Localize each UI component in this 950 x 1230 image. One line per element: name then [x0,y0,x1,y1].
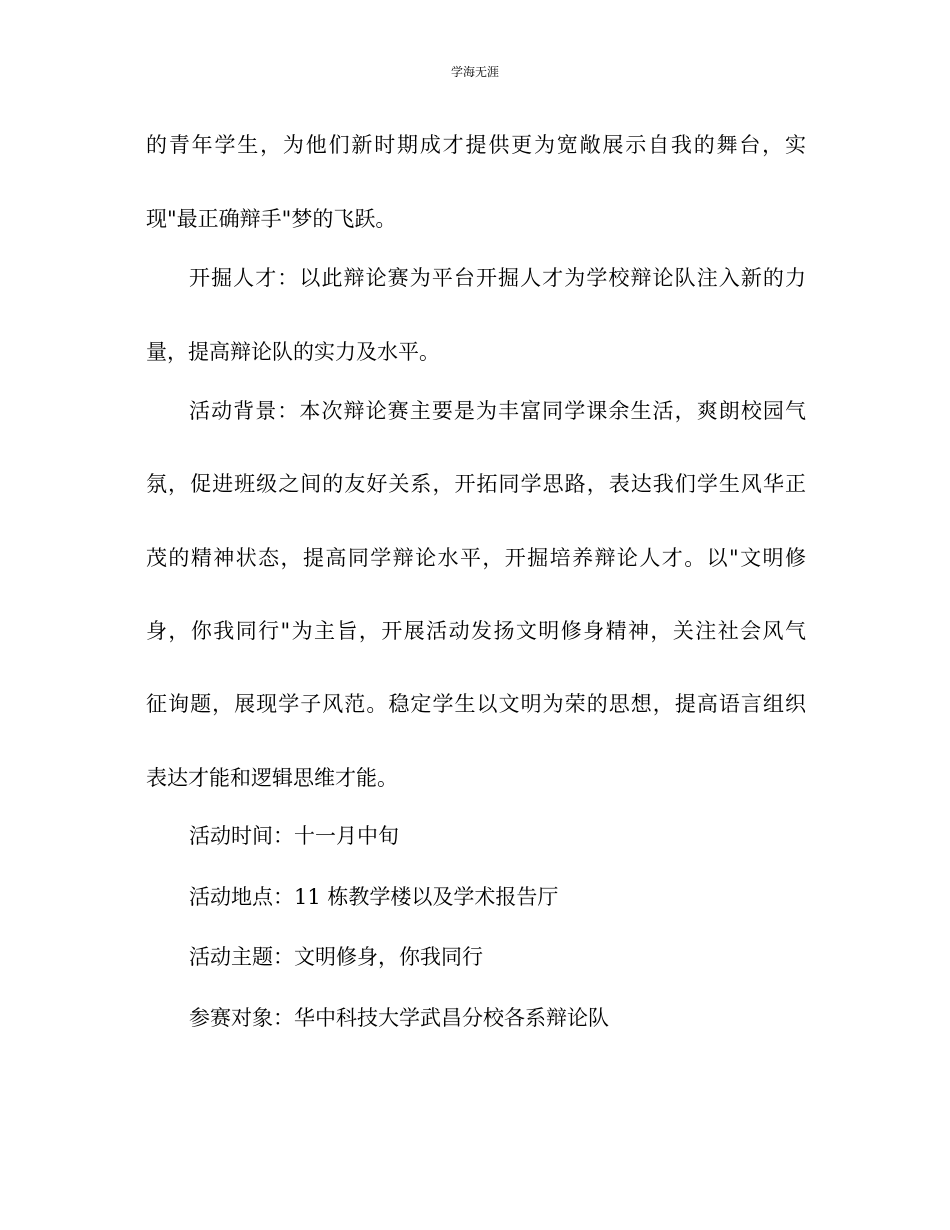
text-line: 活动主题：文明修身，你我同行 [189,945,483,969]
page-header: 学海无涯 [450,65,499,79]
text-line: 身，你我同行"为主旨，开展活动发扬文明修身精神，关注社会风气 [146,619,806,643]
text-line: 量，提高辩论队的实力及水平。 [146,340,440,364]
text-line: 表达才能和逻辑思维才能。 [146,766,398,790]
text-line: 现"最正确辩手"梦的飞跃。 [146,207,397,231]
text-line: 的青年学生，为他们新时期成才提供更为宽敞展示自我的舞台，实 [146,133,806,157]
text-line: 活动地点：11 栋教学楼以及学术报告厅 [189,885,559,909]
text-line: 活动背景：本次辩论赛主要是为丰富同学课余生活，爽朗校园气 [189,399,806,423]
text-line: 活动时间：十一月中旬 [189,824,399,848]
text-line: 开掘人才：以此辩论赛为平台开掘人才为学校辩论队注入新的力 [189,266,806,290]
text-line: 参赛对象：华中科技大学武昌分校各系辩论队 [189,1006,609,1030]
text-line: 茂的精神状态，提高同学辩论水平，开掘培养辩论人才。以"文明修 [146,546,806,570]
text-line: 氛，促进班级之间的友好关系，开拓同学思路，表达我们学生风华正 [146,472,806,496]
text-line: 征询题，展现学子风范。稳定学生以文明为荣的思想，提高语言组织 [146,692,806,716]
